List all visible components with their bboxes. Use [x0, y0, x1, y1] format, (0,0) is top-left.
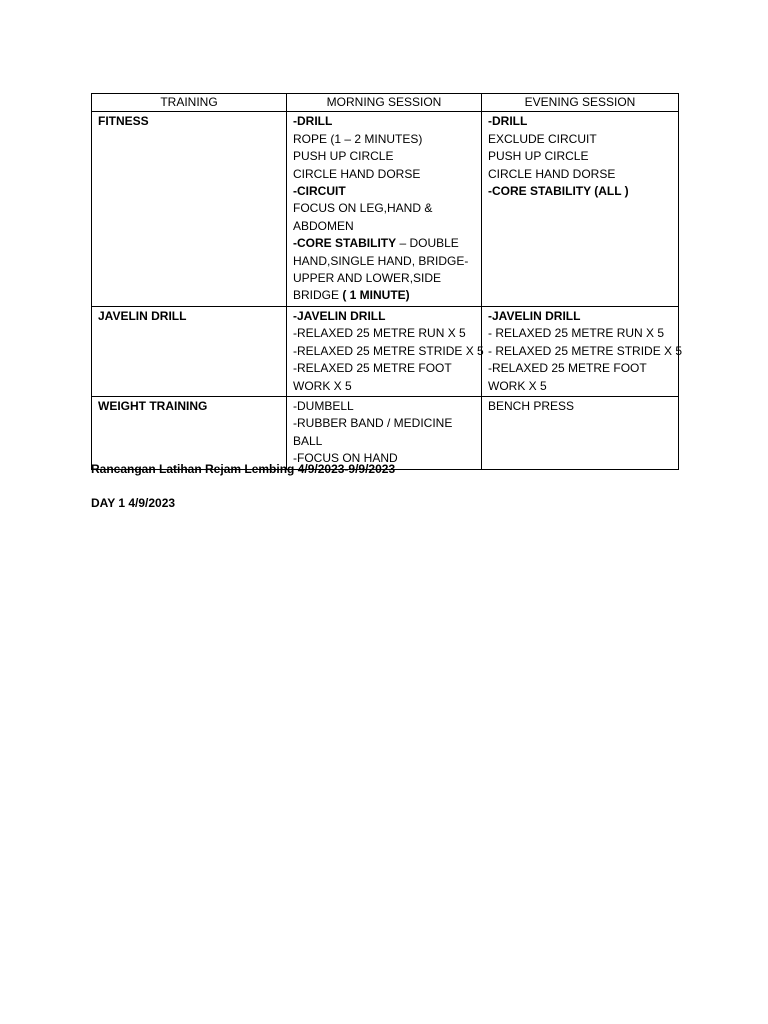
cell-line-text: HAND,SINGLE HAND, BRIDGE-: [293, 253, 469, 268]
cell-line: [488, 398, 672, 415]
cell-line-text: -DUMBELL: [293, 398, 354, 413]
evening-session-cell: [482, 112, 679, 306]
cell-line-text: CIRCLE HAND DORSE: [293, 166, 421, 181]
evening-session-cell: [482, 306, 683, 396]
morning-session-cell: [287, 396, 482, 469]
cell-line: [293, 166, 475, 183]
cell-line-bold: -CORE STABILITY: [293, 236, 397, 251]
cell-line-text: - RELAXED 25 METRE RUN X 5: [488, 326, 665, 341]
cell-line-text: FOCUS ON LEG,HAND &: [293, 201, 433, 216]
cell-line: [488, 360, 672, 377]
cell-line-bold: -CIRCUIT: [293, 184, 346, 199]
cell-line-text: -RUBBER BAND / MEDICINE: [293, 416, 453, 431]
cell-line: [293, 253, 475, 270]
cell-line: [488, 113, 672, 130]
evening-session-cell: [482, 396, 679, 469]
cell-line-text: WORK X 5: [488, 378, 547, 393]
cell-line-text: – DOUBLE: [396, 236, 459, 251]
cell-line: [488, 378, 672, 395]
cell-line: [488, 131, 672, 148]
cell-line-bold: -JAVELIN DRILL: [293, 308, 386, 323]
cell-line: [488, 325, 672, 342]
cell-line-text: UPPER AND LOWER,SIDE: [293, 271, 442, 286]
cell-line-text: -RELAXED 25 METRE FOOT: [488, 361, 647, 376]
cell-line-bold: -DRILL: [488, 114, 528, 129]
cell-line-bold: -DRILL: [293, 114, 333, 129]
cell-line: [293, 287, 475, 304]
row-label: JAVELIN DRILL: [92, 306, 287, 396]
cell-line-text: -RELAXED 25 METRE FOOT: [293, 361, 452, 376]
cell-line: [293, 308, 475, 325]
cell-line-text: PUSH UP CIRCLE: [293, 149, 394, 164]
row-label: FITNESS: [92, 112, 287, 306]
cell-line-text: CIRCLE HAND DORSE: [488, 166, 616, 181]
cell-line: [293, 360, 475, 377]
cell-line: [293, 378, 475, 395]
table-header-row: [92, 94, 679, 112]
table-row: [92, 112, 679, 306]
cell-line: [293, 415, 475, 432]
cell-line: [293, 343, 484, 360]
cell-line: [488, 308, 672, 325]
cell-line-bold: ( 1 MINUTE): [342, 288, 410, 303]
cell-line: [293, 148, 475, 165]
cell-line-text: ROPE (1 – 2 MINUTES): [293, 131, 423, 146]
row-label: WEIGHT TRAINING: [92, 396, 287, 469]
cell-line-text: BRIDGE: [293, 288, 343, 303]
document-caption: Rancangan Latihan Rejam Lembing 4/9/2023-9/9/2023: [91, 462, 396, 476]
cell-line-text: - RELAXED 25 METRE STRIDE X 5: [488, 343, 683, 358]
header-evening-session: EVENING SESSION: [482, 94, 679, 112]
cell-line-text: BENCH PRESS: [488, 398, 575, 413]
cell-line: [293, 218, 475, 235]
table-row: [92, 306, 679, 396]
cell-line: [293, 398, 475, 415]
cell-line-text: -FOCUS ON HAND: [293, 451, 398, 466]
header-morning-session: MORNING SESSION: [287, 94, 482, 112]
cell-line-bold: -JAVELIN DRILL: [488, 308, 581, 323]
cell-line-text: -RELAXED 25 METRE RUN X 5: [293, 326, 466, 341]
cell-line: [488, 343, 683, 360]
cell-line-text: ABDOMEN: [293, 218, 354, 233]
cell-line: [293, 235, 475, 252]
cell-line-text: PUSH UP CIRCLE: [488, 149, 589, 164]
morning-session-cell: [287, 112, 482, 306]
header-training: TRAINING: [92, 94, 287, 112]
morning-session-cell: [287, 306, 482, 396]
cell-line: [293, 433, 475, 450]
cell-line-text: -RELAXED 25 METRE STRIDE X 5: [293, 343, 484, 358]
training-table: [91, 93, 683, 470]
cell-line: [293, 325, 475, 342]
cell-line-bold: -CORE STABILITY (ALL ): [488, 184, 629, 199]
cell-line-text: WORK X 5: [293, 378, 352, 393]
day-label: DAY 1 4/9/2023: [91, 496, 176, 510]
cell-line-text: BALL: [293, 433, 323, 448]
cell-line: [293, 131, 475, 148]
cell-line: [293, 183, 475, 200]
cell-line: [293, 113, 475, 130]
cell-line: [488, 183, 672, 200]
cell-line: [293, 270, 475, 287]
cell-line: [293, 200, 475, 217]
table-row: [92, 396, 679, 469]
cell-line-text: EXCLUDE CIRCUIT: [488, 131, 597, 146]
cell-line: [488, 166, 672, 183]
cell-line: [488, 148, 672, 165]
